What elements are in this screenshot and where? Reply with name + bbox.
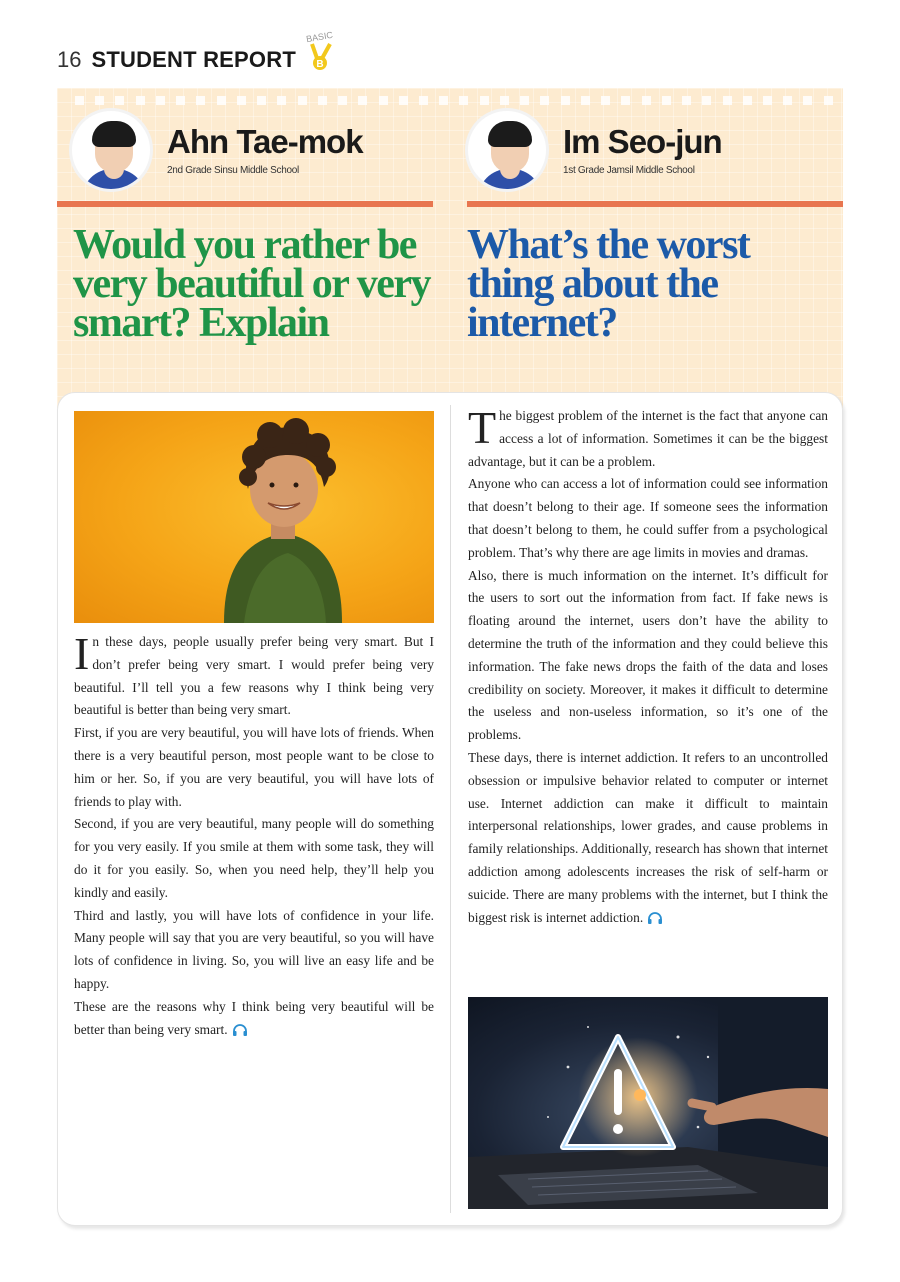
content-card xyxy=(57,392,843,1226)
headphones-icon[interactable] xyxy=(232,1023,248,1036)
smiling-boy-photo xyxy=(74,411,434,623)
question-heading-right: What’s the worst thing about the internet? xyxy=(467,222,750,346)
paragraph: Third and lastly, you will have lots of confidence in your life. Many people will say that you are very beautiful, so you will have lots of confidence in living. So, you will live an easy life and be happy. xyxy=(74,907,434,991)
author-left xyxy=(69,108,363,192)
smiling-boy-illustration xyxy=(74,411,434,623)
level-v-icon xyxy=(310,42,332,72)
accent-rule xyxy=(467,201,843,207)
level-label: BASIC xyxy=(305,29,334,45)
column-divider xyxy=(450,405,451,1213)
drop-cap: I xyxy=(74,628,90,679)
page-number: 16 xyxy=(57,47,82,72)
avatar xyxy=(465,108,549,192)
author-name: Im Seo-jun xyxy=(563,123,722,161)
paragraph: The biggest problem of the internet is the fact that anyone can access a lot of information. Sometimes it can be the biggest advantage, but it can be a problem. xyxy=(468,402,828,469)
paragraph: Also, there is much information on the internet. It’s difficult for the users to sort out the information from fact. If fake news is floating around the internet, users don’t have the ability to determine the truth of the information and they could believe this information. The fake news drops the faith of the data and loses credibility on society. Moreover, it makes it difficult to determine the useless and non-useless information, so it’s one of the problems. xyxy=(468,567,828,743)
left-article-body xyxy=(74,628,434,1041)
decorative-dot-row xyxy=(75,96,833,106)
warning-laptop-illustration xyxy=(468,997,828,1209)
section-title: STUDENT REPORT xyxy=(91,47,296,72)
question-heading-left: Would you rather be very beautiful or very smart? Explain xyxy=(73,222,430,346)
right-article-body xyxy=(468,402,828,929)
paragraph: These days, there is internet addiction. It refers to an uncontrolled obsession or impulsive behavior related to computer or internet use. Internet addiction can make it difficult to maintain interpersonal relationships, lower grades, and cause problems in family relationships. Additionally, research has shown that internet addiction among adolescents increases the risk of self-harm or suicide. There are many problems with the internet, but I think the biggest risk is internet addiction. xyxy=(468,749,828,925)
paragraph: Second, if you are very beautiful, many people will do something for you very easily. If you smile at them with some task, they will do it for you easily. So, when you need help, they’ll help you kindly and easily. xyxy=(74,816,434,900)
page-header xyxy=(57,29,338,80)
level-badge xyxy=(304,29,338,76)
headphones-icon[interactable] xyxy=(647,911,663,924)
author-right xyxy=(465,108,722,192)
paragraph: These are the reasons why I think being very beautiful will be better than being very smart. xyxy=(74,998,434,1037)
drop-cap: T xyxy=(468,402,497,453)
paragraph: In these days, people usually prefer being very smart. But I don’t prefer being very smart. I would prefer being very beautiful. I’ll tell you a few reasons why I think being very beautiful is better than being very smart. xyxy=(74,628,434,718)
level-letter: B xyxy=(316,59,324,70)
paragraph: Anyone who can access a lot of information could see information that doesn’t belong to their age. If someone sees the information that doesn’t belong to them, he could suffer from a psychological problem. That’s why there are age limits in movies and dramas. xyxy=(468,476,828,560)
paragraph: First, if you are very beautiful, you will have lots of friends. When there is a very beautiful person, most people want to be close to him or her. So, if you are very beautiful, you will have lots of friends to play with. xyxy=(74,725,434,809)
title-panel xyxy=(57,88,843,408)
author-school: 1st Grade Jamsil Middle School xyxy=(563,164,695,176)
author-school: 2nd Grade Sinsu Middle School xyxy=(167,164,299,176)
internet-warning-photo xyxy=(468,997,828,1209)
accent-rule xyxy=(57,201,433,207)
avatar xyxy=(69,108,153,192)
author-name: Ahn Tae-mok xyxy=(167,123,363,161)
